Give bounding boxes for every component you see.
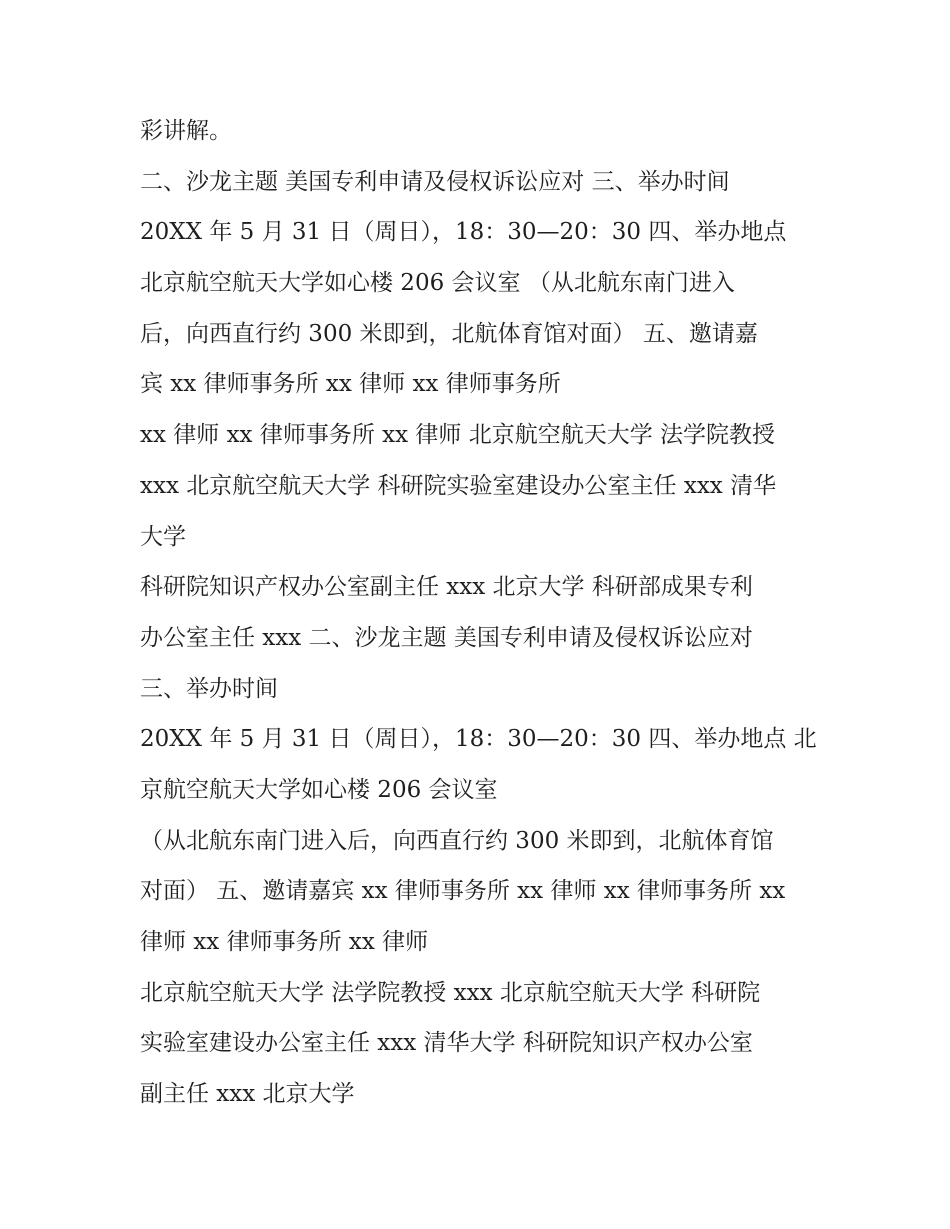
text-line: 三、举办时间 [140,675,278,702]
text-line: 彩讲解。 [140,118,232,144]
text-line: 20XX 年 5 月 31 日（周日），18：30—20：30 四、举办地点 [140,219,787,246]
text-line: 北京航空航天大学 法学院教授 xxx 北京航空航天大学 科研院 [140,979,761,1006]
text-line: 律师 xx 律师事务所 xx 律师 [140,929,429,955]
text-line: xx 律师 xx 律师事务所 xx 律师 北京航空航天大学 法学院教授 [140,422,776,449]
text-line: 宾 xx 律师事务所 xx 律师 xx 律师事务所 [140,371,561,398]
text-line: 京航空航天大学如心楼 206 会议室 [140,776,498,803]
text-line: 科研院知识产权办公室副主任 xxx 北京大学 科研部成果专利 [140,574,753,601]
text-line: 对面） 五、邀请嘉宾 xx 律师事务所 xx 律师 xx 律师事务所 xx [140,878,786,905]
text-line: 北京航空航天大学如心楼 206 会议室 （从北航东南门进入 [140,270,735,297]
text-line: 办公室主任 xxx 二、沙龙主题 美国专利申请及侵权诉讼应对 [140,624,753,651]
text-line: xxx 北京航空航天大学 科研院实验室建设办公室主任 xxx 清华 [140,472,777,499]
text-line: 二、沙龙主题 美国专利申请及侵权诉讼应对 三、举办时间 [140,168,730,195]
text-line: 大学 [140,523,186,550]
text-line: 实验室建设办公室主任 xxx 清华大学 科研院知识产权办公室 [140,1030,753,1057]
text-line: 后，向西直行约 300 米即到，北航体育馆对面） 五、邀请嘉 [140,320,758,347]
body-text [140,106,830,1120]
text-line: 副主任 xxx 北京大学 [140,1081,355,1108]
text-line: （从北航东南门进入后，向西直行约 300 米即到，北航体育馆 [140,827,774,854]
text-line: 20XX 年 5 月 31 日（周日），18：30—20：30 四、举办地点 北 [140,726,817,753]
